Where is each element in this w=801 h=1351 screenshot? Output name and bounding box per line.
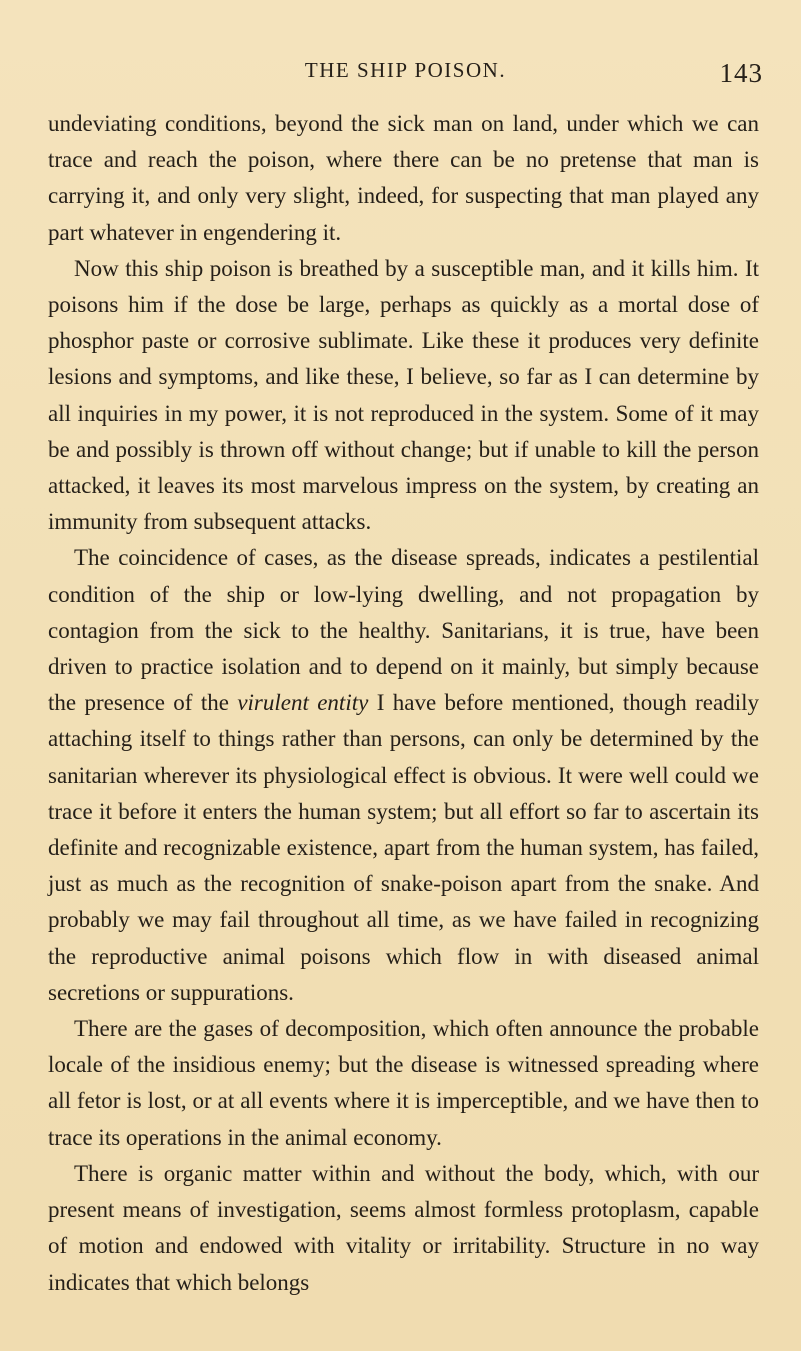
running-title: THE SHIP POISON. — [304, 58, 507, 82]
paragraph: There is organic matter within and without the body, which, with our present means of investigation, seems almost formless protoplasm, capable of motion and endowed with vitality or irritability. Structure in no way indicates that which belongs — [48, 1160, 759, 1295]
running-head — [48, 58, 763, 92]
page-number: 143 — [719, 58, 763, 88]
paragraph: Now this ship poison is breathed by a susceptible man, and it kills him. It poisons him if the dose be large, perhaps as quickly as a mortal dose of phosphor paste or corrosive sublimate. Like these it produces very definite lesions and symptoms, and like these, I believe, so far as I can determine by all inquiries in my power, it is not reproduced in the system. Some of it may be and possibly is thrown off without change; but if unable to kill the person attacked, it leaves its most marvelous impress on the system, by creating an immunity from subsequent attacks. — [48, 255, 759, 535]
paragraph: undeviating conditions, beyond the sick man on land, under which we can trace and reach the poison, where there can be no pretense that man is carrying it, and only very slight, indeed, for suspecting that man played any part whatever in engendering it. — [48, 111, 759, 245]
paragraph: There are the gases of decomposition, which often announce the probable locale of the insidious enemy; but the disease is witnessed spreading where all fetor is lost, or at all events where it is imperceptible, and we have then to trace its operations in the animal economy. — [48, 1016, 759, 1150]
italic-term: virulent entity — [237, 690, 369, 716]
paragraph-text: The coincidence of cases, as the disease spreads, indicates a pestilential condition of the ship or low-lying dwelling, and not propagation by contagion from the sick to the healthy. Sanitarians, it is true, have been driven to practice isolation and to depend on it mainly, but simply because the presence of the — [48, 545, 759, 716]
body-text — [48, 106, 759, 1301]
paragraph — [48, 540, 759, 1011]
paragraph-text: I have before mentioned, though readily attaching itself to things rather than persons, can only be determined by the sanitarian wherever its physiological effect is obvious. It were well could we trace it before it enters the human system; but all effort so far to ascertain its definite and recognizable existence, apart from the human system, has failed, just as much as the recognition of snake-poison apart from the snake. And probably we may fail throughout all time, as we have failed in recognizing the reproductive animal poisons which flow in with diseased animal secretions or suppurations. — [48, 690, 759, 1005]
